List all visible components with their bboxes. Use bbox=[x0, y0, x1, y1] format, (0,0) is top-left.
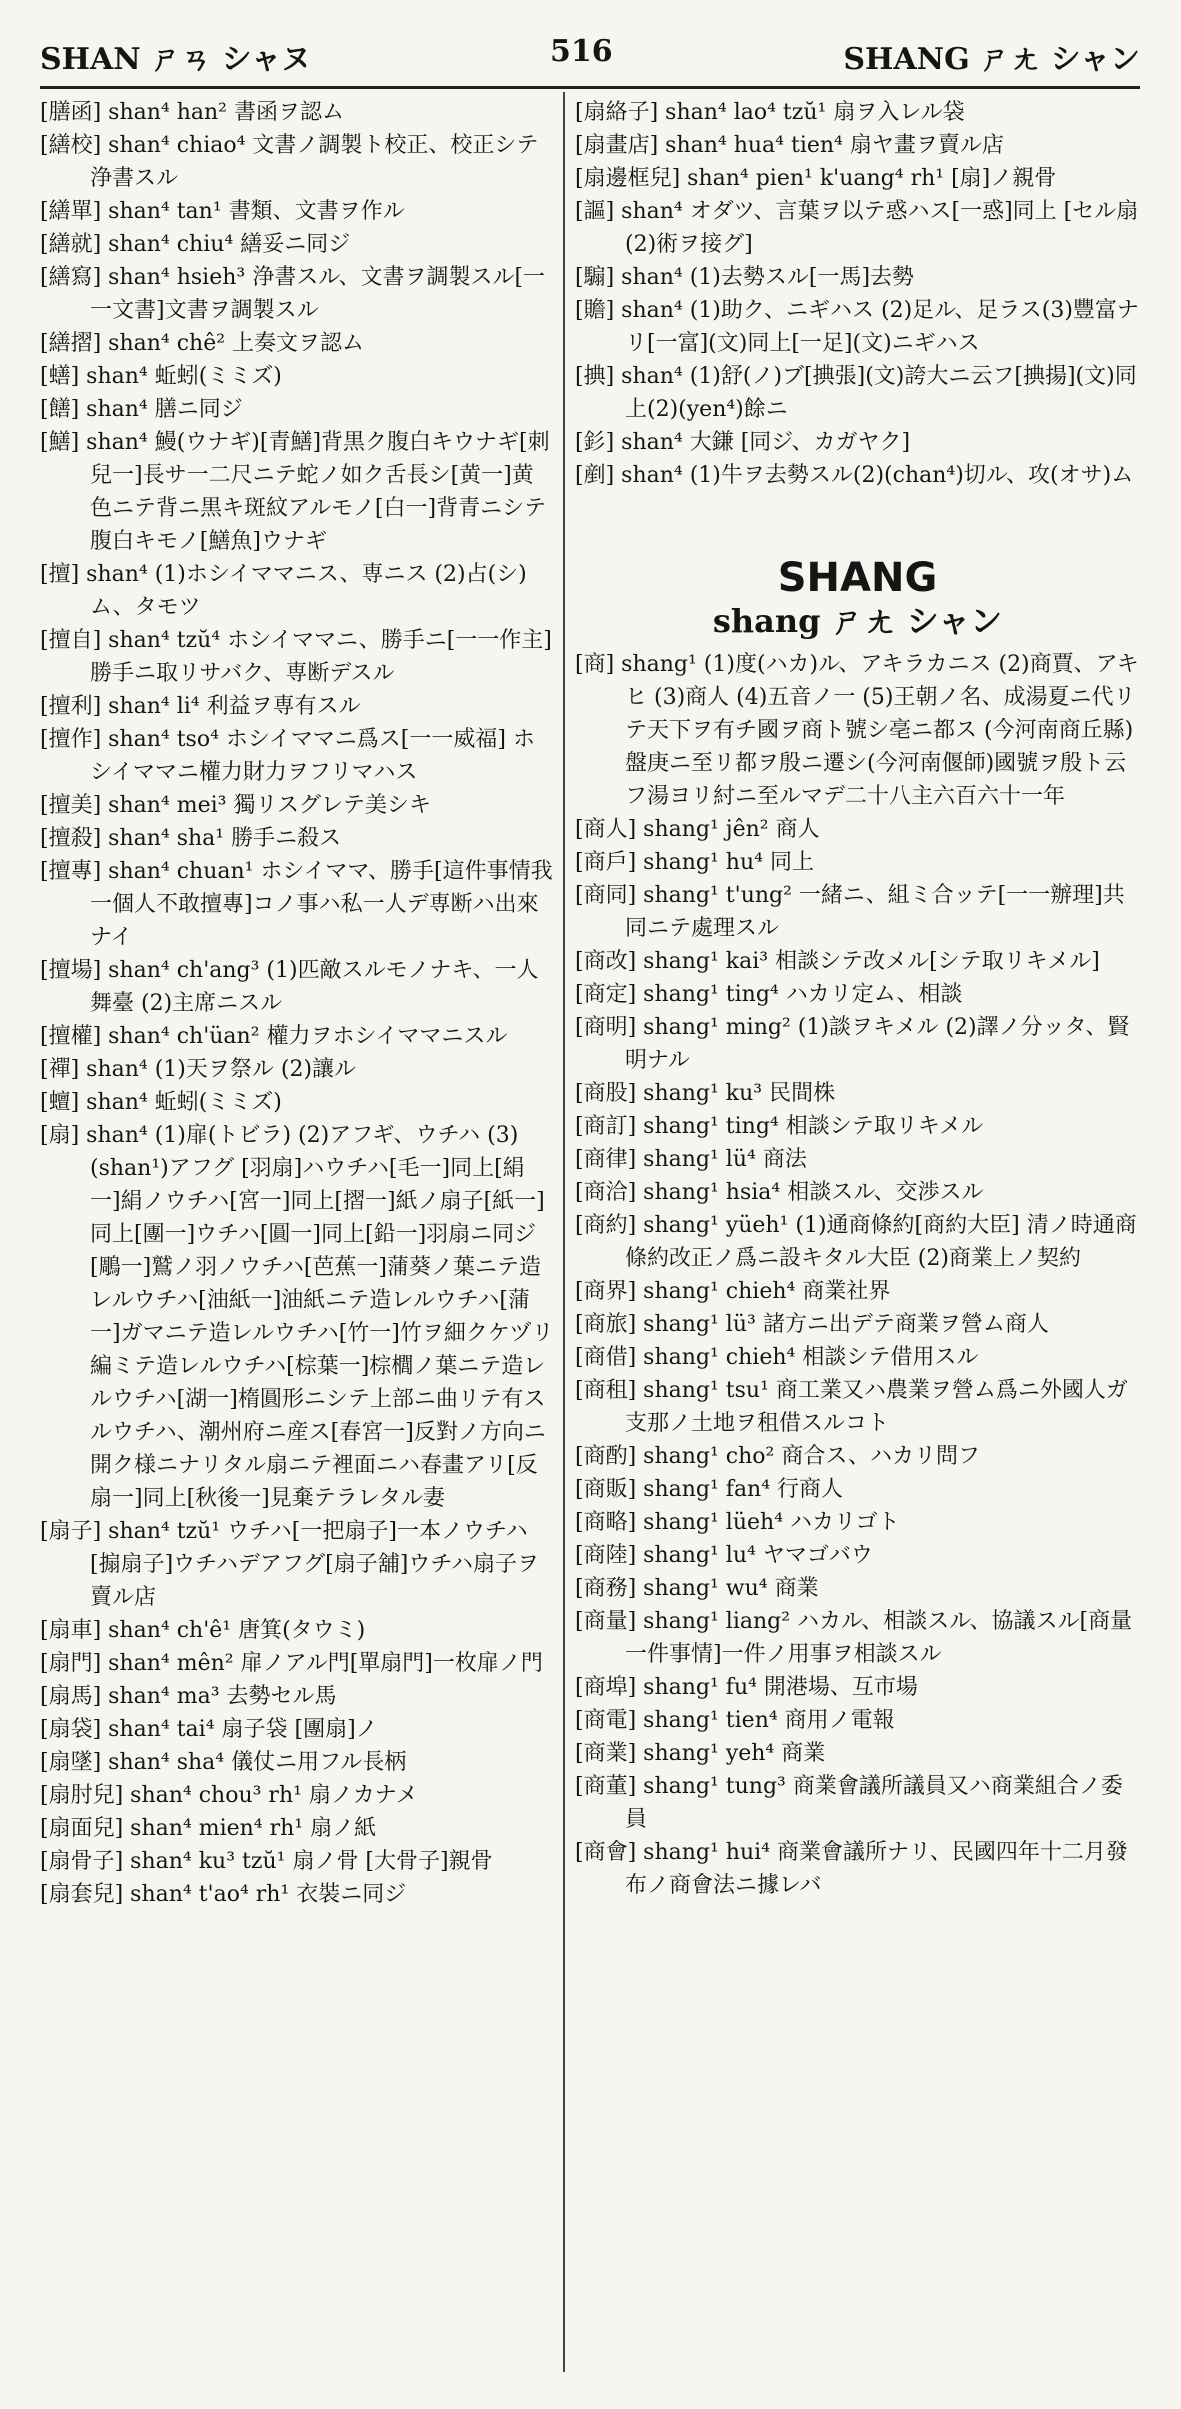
section-subtitle: shang ㄕㄤ シャン bbox=[712, 602, 1003, 640]
dictionary-entry: [繕校] shan⁴ chiao⁴ 文書ノ調製ト校正、校正シテ浄書スル bbox=[40, 133, 539, 191]
dictionary-entry: [蟺] shan⁴ 蚯蚓(ミミズ) bbox=[40, 1090, 282, 1115]
dictionary-entry: [扇馬] shan⁴ ma³ 去勢セル馬 bbox=[40, 1684, 337, 1709]
dictionary-entry: [擅] shan⁴ (1)ホシイママニス、専ニス (2)占(シ)ム、タモツ bbox=[40, 562, 527, 620]
dictionary-entry: [商埠] shang¹ fu⁴ 開港場、互市場 bbox=[575, 1675, 918, 1700]
dictionary-entry: [扇邊框兒] shan⁴ pien¹ k'uang⁴ rh¹ [扇]ノ親骨 bbox=[575, 166, 1057, 191]
dictionary-entry: [商借] shang¹ chieh⁴ 相談シテ借用スル bbox=[575, 1345, 979, 1370]
dictionary-entry: [擅專] shan⁴ chuan¹ ホシイママ、勝手[這件事情我一個人不敢擅專]コノ事ハ私一人デ専断ハ出來ナイ bbox=[40, 859, 553, 950]
dictionary-entry: [商會] shang¹ hui⁴ 商業會議所ナリ、民國四年十二月發布ノ商會法ニ據レバ bbox=[575, 1840, 1128, 1898]
right-entries-before-section bbox=[575, 96, 1140, 492]
dictionary-entry: [扇] shan⁴ (1)扉(トビラ) (2)アフギ、ウチハ (3)(shan¹)アフグ [羽扇]ハウチハ[毛一]同上[絹一]絹ノウチハ[宮一]同上[摺一]紙ノ扇子[紙一]同上[團一]ウチハ[圓一]同上[鉛一]羽扇ニ同ジ[鵰一]鷲ノ羽ノウチハ[芭蕉一]蒲葵ノ葉ニテ造レルウチハ[油紙一]油紙ニテ造レルウチハ[蒲一]ガマニテ造レルウチハ[竹一]竹ヲ細クケヅリ編ミテ造レルウチハ[棕葉一]棕櫚ノ葉ニテ造レルウチハ[湖一]楕圓形ニシテ上部ニ曲リテ有スルウチハ、潮州府ニ産ス[春宮一]反對ノ方向ニ開ク様ニナリタル扇ニテ裡面ニハ春畫アリ[反扇一]同上[秋後一]見棄テラレタル妻 bbox=[40, 1123, 554, 1511]
dictionary-entry: [扇子] shan⁴ tzŭ¹ ウチハ[一把扇子]一本ノウチハ[搧扇子]ウチハデアフグ[扇子舖]ウチハ扇子ヲ賣ル店 bbox=[40, 1519, 540, 1610]
dictionary-entry: [商租] shang¹ tsu¹ 商工業又ハ農業ヲ營ム爲ニ外國人ガ支那ノ土地ヲ租借スルコト bbox=[575, 1378, 1128, 1436]
dictionary-entry: [商訂] shang¹ ting⁴ 相談シテ取リキメル bbox=[575, 1114, 984, 1139]
dictionary-entry: [蟮] shan⁴ 蚯蚓(ミミズ) bbox=[40, 364, 282, 389]
dictionary-entry: [商人] shang¹ jên² 商人 bbox=[575, 817, 820, 842]
dictionary-entry: [商電] shang¹ tien⁴ 商用ノ電報 bbox=[575, 1708, 895, 1733]
dictionary-entry: [擅場] shan⁴ ch'ang³ (1)匹敵スルモノナキ、一人舞臺 (2)主席ニスル bbox=[40, 958, 539, 1016]
dictionary-entry: [商董] shang¹ tung³ 商業會議所議員又ハ商業組合ノ委員 bbox=[575, 1774, 1123, 1832]
header-rule bbox=[40, 86, 1140, 89]
dictionary-entry: [商務] shang¹ wu⁴ 商業 bbox=[575, 1576, 819, 1601]
dictionary-entry: [扇車] shan⁴ ch'ê¹ 唐箕(タウミ) bbox=[40, 1618, 366, 1643]
dictionary-entry: [剷] shan⁴ (1)牛ヲ去勢スル(2)(chan⁴)切ル、攻(オサ)ム bbox=[575, 463, 1134, 488]
dictionary-entry: [擅殺] shan⁴ sha¹ 勝手ニ殺ス bbox=[40, 826, 342, 851]
dictionary-entry: [商] shang¹ (1)度(ハカ)ル、アキラカニス (2)商賈、アキヒ (3)商人 (4)五音ノ一 (5)王朝ノ名、成湯夏ニ代リテ天下ヲ有チ國ヲ商ト號シ亳ニ都ス (今河南商丘縣) 盤庚ニ至リ都ヲ殷ニ遷シ(今河南偃師)國號ヲ殷ト云フ湯ヨリ紂ニ至ルマデ二十八主六百六十一年 bbox=[575, 652, 1139, 809]
left-column bbox=[40, 96, 555, 1911]
dictionary-entry: [扇絡子] shan⁴ lao⁴ tzŭ¹ 扇ヲ入レル袋 bbox=[575, 100, 965, 125]
dictionary-entry: [商業] shang¹ yeh⁴ 商業 bbox=[575, 1741, 826, 1766]
dictionary-entry: [扇袋] shan⁴ tai⁴ 扇子袋 [團扇]ノ bbox=[40, 1717, 378, 1742]
dictionary-entry: [擅自] shan⁴ tzŭ⁴ ホシイママニ、勝手ニ[一一作主]勝手ニ取リサバク、専断デスル bbox=[40, 628, 552, 686]
dictionary-entry: [騸] shan⁴ (1)去勢スル[一馬]去勢 bbox=[575, 265, 915, 290]
dictionary-entry: [商販] shang¹ fan⁴ 行商人 bbox=[575, 1477, 844, 1502]
dictionary-entry: [扇套兒] shan⁴ t'ao⁴ rh¹ 衣裝ニ同ジ bbox=[40, 1882, 407, 1907]
dictionary-entry: [鱔] shan⁴ 鰻(ウナギ)[青鱔]背黒ク腹白キウナギ[刺兒一]長サ一二尺ニテ蛇ノ如ク舌長シ[黄一]黄色ニテ背ニ黒キ斑紋アルモノ[白一]背青ニシテ腹白キモノ[鱔魚]ウナギ bbox=[40, 430, 550, 554]
header-left-heading: SHAN ㄕㄢ シャヌ bbox=[40, 42, 311, 77]
dictionary-entry: [饍] shan⁴ 膳ニ同ジ bbox=[40, 397, 243, 422]
dictionary-entry: [禪] shan⁴ (1)天ヲ祭ル (2)讓ル bbox=[40, 1057, 357, 1082]
dictionary-entry: [商酌] shang¹ cho² 商合ス、ハカリ問フ bbox=[575, 1444, 981, 1469]
dictionary-entry: [扇墜] shan⁴ sha⁴ 儀仗ニ用フル長柄 bbox=[40, 1750, 407, 1775]
dictionary-entry: [擅作] shan⁴ tso⁴ ホシイママニ爲ス[一一威福] ホシイママニ權力財力ヲフリマハス bbox=[40, 727, 535, 785]
section-title: SHANG bbox=[777, 555, 938, 601]
dictionary-entry: [商股] shang¹ ku³ 民間株 bbox=[575, 1081, 836, 1106]
dictionary-entry: [商定] shang¹ ting⁴ ハカリ定ム、相談 bbox=[575, 982, 963, 1007]
dictionary-entry: [繕寫] shan⁴ hsieh³ 浄書スル、文書ヲ調製スル[一一文書]文書ヲ調製スル bbox=[40, 265, 546, 323]
dictionary-entry: [繕摺] shan⁴ chê² 上奏文ヲ認ム bbox=[40, 331, 365, 356]
dictionary-entry: [繕單] shan⁴ tan¹ 書類、文書ヲ作ル bbox=[40, 199, 405, 224]
dictionary-entry: [商戶] shang¹ hu⁴ 同上 bbox=[575, 850, 814, 875]
dictionary-entry: [擅權] shan⁴ ch'üan² 權力ヲホシイママニスル bbox=[40, 1024, 508, 1049]
dictionary-entry: [贍] shan⁴ (1)助ク、ニギハス (2)足ル、足ラス(3)豐富ナリ[一富](文)同上[一足](文)ニギハス bbox=[575, 298, 1139, 356]
dictionary-entry: [繕就] shan⁴ chiu⁴ 繕妥ニ同ジ bbox=[40, 232, 351, 257]
dictionary-entry: [商陸] shang¹ lu⁴ ヤマゴバウ bbox=[575, 1543, 873, 1568]
column-divider bbox=[563, 92, 565, 2372]
dictionary-entry: [謳] shan⁴ オダツ、言葉ヲ以テ惑ハス[一惑]同上 [セル扇(2)術ヲ接グ] bbox=[575, 199, 1139, 257]
dictionary-entry: [擅利] shan⁴ li⁴ 利益ヲ専有スル bbox=[40, 694, 361, 719]
dictionary-entry: [商界] shang¹ chieh⁴ 商業社界 bbox=[575, 1279, 891, 1304]
header-right-heading: SHANG ㄕㄤ シャン bbox=[843, 42, 1140, 77]
dictionary-entry: [商旅] shang¹ lü³ 諸方ニ出デテ商業ヲ營ム商人 bbox=[575, 1312, 1049, 1337]
dictionary-entry: [扇面兒] shan⁴ mien⁴ rh¹ 扇ノ紙 bbox=[40, 1816, 377, 1841]
dictionary-entry: [商改] shang¹ kai³ 相談シテ改メル[シテ取リキメル] bbox=[575, 949, 1100, 974]
right-column bbox=[575, 96, 1140, 1902]
dictionary-entry: [擅美] shan⁴ mei³ 獨リスグレテ美シキ bbox=[40, 793, 432, 818]
page-header bbox=[40, 26, 1140, 86]
dictionary-entry: [膳函] shan⁴ han² 書函ヲ認ム bbox=[40, 100, 344, 125]
dictionary-entry: [商略] shang¹ lüeh⁴ ハカリゴト bbox=[575, 1510, 900, 1535]
dictionary-entry: [商洽] shang¹ hsia⁴ 相談スル、交渉スル bbox=[575, 1180, 984, 1205]
page-number: 516 bbox=[550, 34, 613, 69]
dictionary-entry: [扇門] shan⁴ mên² 扉ノアル門[單扇門]一枚扉ノ門 bbox=[40, 1651, 543, 1676]
dictionary-entry: [商同] shang¹ t'ung² 一緒ニ、組ミ合ッテ[一一辦理]共同ニテ處理スル bbox=[575, 883, 1125, 941]
dictionary-entry: [釤] shan⁴ 大鎌 [同ジ、カガヤク] bbox=[575, 430, 911, 455]
dictionary-entry: [商明] shang¹ ming² (1)談ヲキメル (2)譯ノ分ッタ、賢明ナル bbox=[575, 1015, 1130, 1073]
dictionary-entry: [捵] shan⁴ (1)舒(ノ)ブ[捵張](文)誇大ニ云フ[捵揚](文)同上(2)(yen⁴)餘ニ bbox=[575, 364, 1137, 422]
dictionary-entry: [商約] shang¹ yüeh¹ (1)通商條約[商約大臣] 清ノ時通商條約改正ノ爲ニ設キタル大臣 (2)商業上ノ契約 bbox=[575, 1213, 1137, 1271]
dictionary-entry: [扇肘兒] shan⁴ chou³ rh¹ 扇ノカナメ bbox=[40, 1783, 418, 1808]
right-entries-after-section bbox=[575, 648, 1140, 1902]
dictionary-entry: [商量] shang¹ liang² ハカル、相談スル、協議スル[商量一件事情]一件ノ用事ヲ相談スル bbox=[575, 1609, 1133, 1667]
dictionary-entry: [扇畫店] shan⁴ hua⁴ tien⁴ 扇ヤ畫ヲ賣ル店 bbox=[575, 133, 1004, 158]
dictionary-entry: [扇骨子] shan⁴ ku³ tzŭ¹ 扇ノ骨 [大骨子]親骨 bbox=[40, 1849, 493, 1874]
dictionary-entry: [商律] shang¹ lü⁴ 商法 bbox=[575, 1147, 807, 1172]
